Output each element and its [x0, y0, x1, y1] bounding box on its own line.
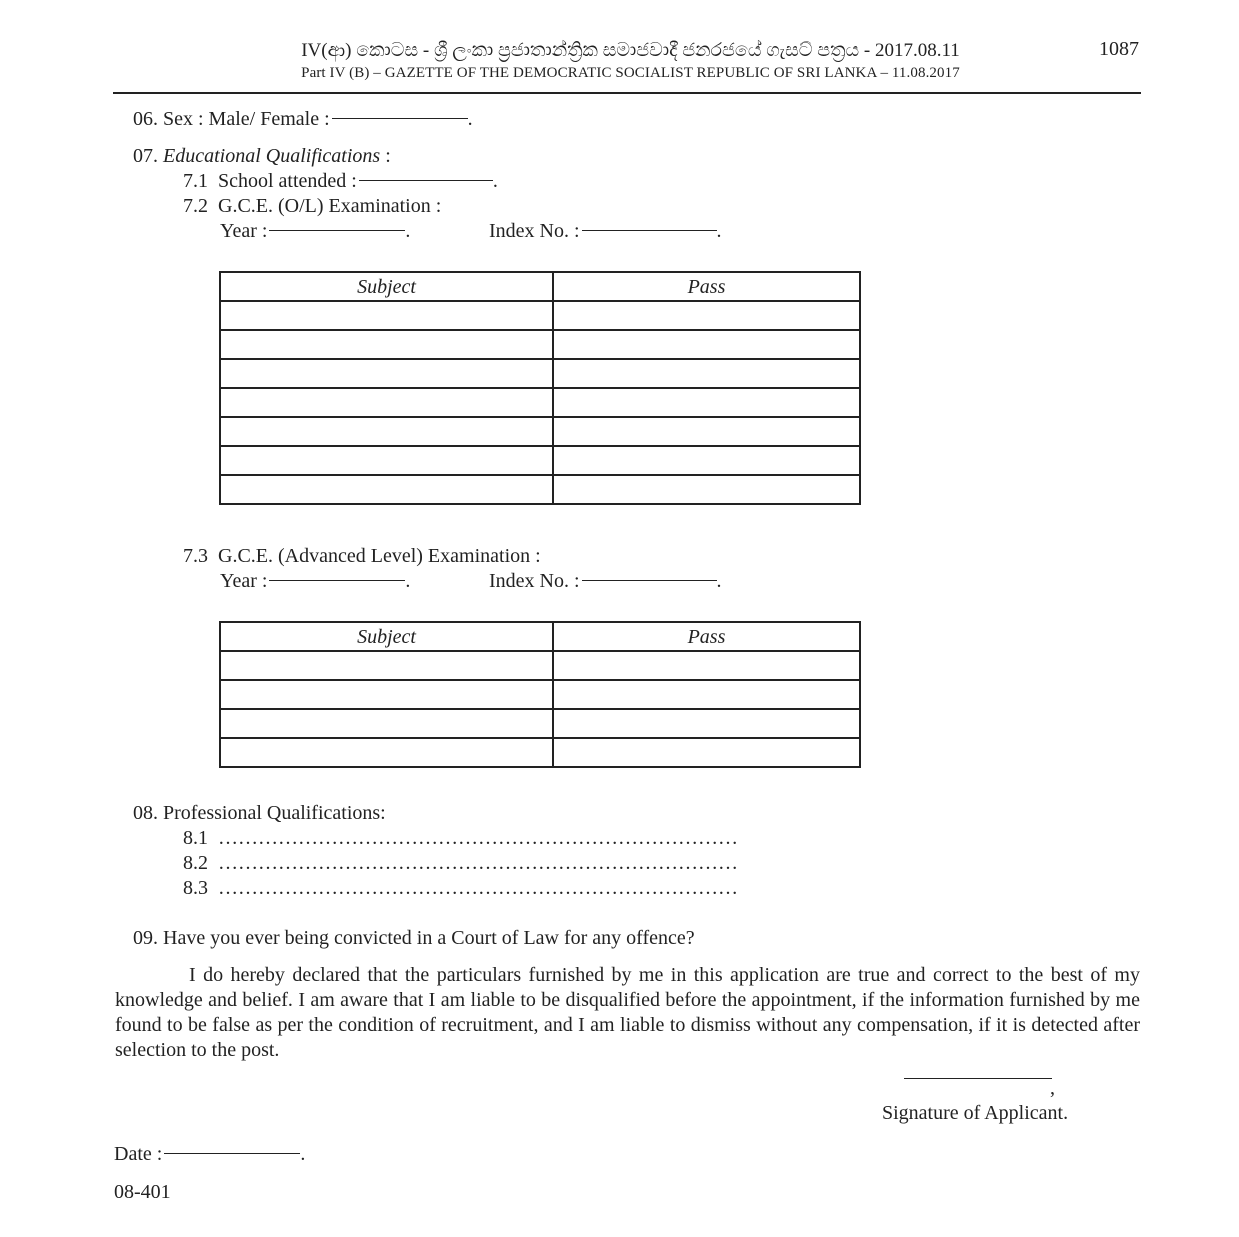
item-08-heading: 08. Professional Qualifications:: [133, 802, 386, 824]
gazette-header-sinhala: IV(ආ) කොටස - ශ්‍රී ලංකා ප්‍රජාතාන්ත්‍රික සමාජවාදී ජනරජයේ ගැසට් පත්‍රය - 2017.08.11: [301, 40, 960, 61]
ol-year-field[interactable]: [269, 230, 405, 231]
ol-results-table: [219, 271, 861, 505]
item-09-question: 09. Have you ever being convicted in a Court of Law for any offence?: [133, 927, 695, 949]
table-row: [220, 388, 860, 417]
pass-cell[interactable]: [553, 446, 860, 475]
table-row: [220, 738, 860, 767]
subject-cell[interactable]: [220, 330, 553, 359]
signature-field[interactable]: [904, 1078, 1052, 1079]
date-field[interactable]: [164, 1153, 300, 1154]
prof-qual-line-1[interactable]: 8.1 ……………………………………………………………………: [183, 827, 738, 849]
pass-cell[interactable]: [553, 330, 860, 359]
subject-cell[interactable]: [220, 680, 553, 709]
prof-qual-line-3[interactable]: 8.3 ……………………………………………………………………: [183, 877, 738, 899]
ol-year: Year : .: [220, 220, 411, 242]
al-results-table: [219, 621, 861, 768]
pass-cell[interactable]: [553, 738, 860, 767]
table-row: [220, 446, 860, 475]
item-07-heading: 07. Educational Qualifications :: [133, 145, 391, 167]
sex-label: 06. Sex : Male/ Female :: [133, 108, 330, 130]
pass-cell[interactable]: [553, 359, 860, 388]
date-label: Date :: [114, 1143, 163, 1165]
table-row: [220, 475, 860, 504]
subject-header: Subject: [220, 622, 553, 651]
table-row: [220, 709, 860, 738]
al-year-field[interactable]: [269, 580, 405, 581]
al-index-field[interactable]: [582, 580, 717, 581]
subject-header: Subject: [220, 272, 553, 301]
item-7-2-ol: 7.2 G.C.E. (O/L) Examination :: [183, 195, 442, 217]
ol-index-field[interactable]: [582, 230, 717, 231]
pass-cell[interactable]: [553, 651, 860, 680]
page-number: 1087: [1099, 38, 1139, 60]
educational-qualifications-label: Educational Qualifications: [163, 145, 381, 167]
date-line: Date : .: [114, 1143, 306, 1165]
table-row: [220, 651, 860, 680]
subject-cell[interactable]: [220, 388, 553, 417]
pass-cell[interactable]: [553, 388, 860, 417]
subject-cell[interactable]: [220, 417, 553, 446]
subject-cell[interactable]: [220, 446, 553, 475]
declaration-paragraph: I do hereby declared that the particulars furnished by me in this application are true and correct to the best of my knowledge and belief. I am aware that I am liable to be disqualified before the appointment, if the information furnished by me found to be false as per the condition of recruitment, and I am liable to dismiss without any compensation, if it is detected after selection to the post.: [115, 964, 1140, 1061]
table-row: [220, 330, 860, 359]
signature-label: Signature of Applicant.: [882, 1102, 1069, 1124]
item-7-1-school: 7.1 School attended : .: [183, 170, 498, 192]
school-field[interactable]: [359, 180, 493, 181]
pass-cell[interactable]: [553, 680, 860, 709]
subject-cell[interactable]: [220, 709, 553, 738]
subject-cell[interactable]: [220, 475, 553, 504]
pass-cell[interactable]: [553, 301, 860, 330]
ol-exam-label: G.C.E. (O/L) Examination :: [218, 195, 442, 217]
subject-cell[interactable]: [220, 738, 553, 767]
table-row: [220, 680, 860, 709]
school-label: School attended :: [218, 170, 357, 192]
subject-cell[interactable]: [220, 301, 553, 330]
item-7-3-al: 7.3 G.C.E. (Advanced Level) Examination :: [183, 545, 541, 567]
al-year: Year : .: [220, 570, 411, 592]
al-exam-label: G.C.E. (Advanced Level) Examination :: [218, 545, 541, 567]
ol-index: Index No. : .: [489, 220, 722, 242]
sex-field[interactable]: [332, 118, 468, 119]
subject-cell[interactable]: [220, 651, 553, 680]
header-rule: [113, 92, 1141, 94]
pass-header: Pass: [553, 272, 860, 301]
pass-header: Pass: [553, 622, 860, 651]
reference-code: 08-401: [114, 1181, 171, 1203]
table-row: [220, 359, 860, 388]
subject-cell[interactable]: [220, 359, 553, 388]
pass-cell[interactable]: [553, 709, 860, 738]
table-row: [220, 301, 860, 330]
prof-qual-line-2[interactable]: 8.2 ……………………………………………………………………: [183, 852, 738, 874]
item-06-sex: 06. Sex : Male/ Female : .: [133, 108, 473, 130]
gazette-header-english: Part IV (B) – GAZETTE OF THE DEMOCRATIC SOCIALIST REPUBLIC OF SRI LANKA – 11.08.2017: [301, 65, 960, 81]
table-header-row: [220, 272, 860, 301]
table-row: [220, 417, 860, 446]
pass-cell[interactable]: [553, 417, 860, 446]
pass-cell[interactable]: [553, 475, 860, 504]
table-header-row: [220, 622, 860, 651]
al-index: Index No. : .: [489, 570, 722, 592]
